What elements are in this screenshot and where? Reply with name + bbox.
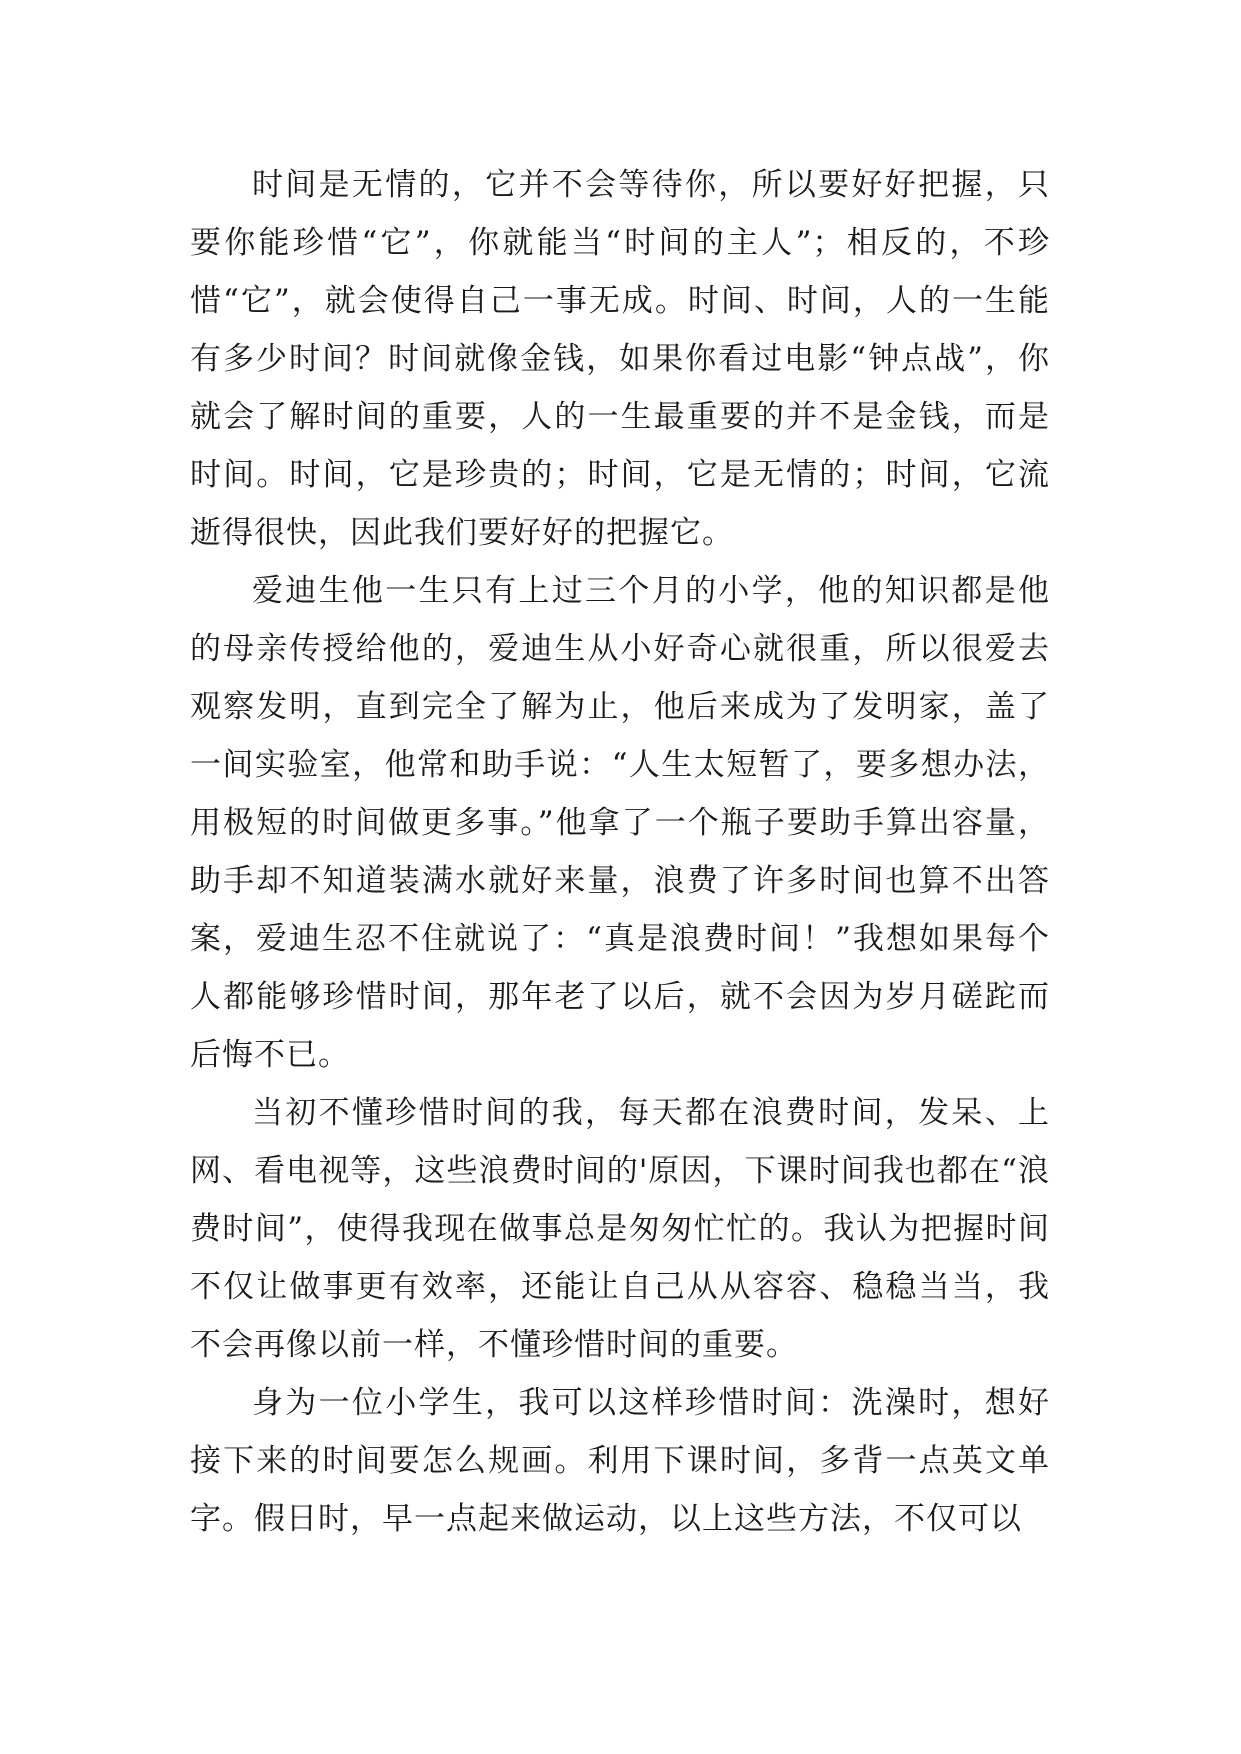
- paragraph-3: 当初不懂珍惜时间的我，每天都在浪费时间，发呆、上网、看电视等，这些浪费时间的'原因，下课时间我也都在“浪费时间”，使得我现在做事总是匆匆忙忙的。我认为把握时间不仅让做事更有效率，还能让自己从从容容、稳稳当当，我不会再像以前一样，不懂珍惜时间的重要。: [190, 1095, 1050, 1363]
- paragraph-1: 时间是无情的，它并不会等待你，所以要好好把握，只要你能珍惜“它”，你就能当“时间的主人”；相反的，不珍惜“它”，就会使得自己一事无成。时间、时间，人的一生能有多少时间？时间就像金钱，如果你看过电影“钟点战”，你就会了解时间的重要，人的一生最重要的并不是金钱，而是时间。时间，它是珍贵的；时间，它是无情的；时间，它流逝得很快，因此我们要好好的把握它。: [190, 167, 1050, 551]
- paragraph-4: 身为一位小学生，我可以这样珍惜时间：洗澡时，想好接下来的时间要怎么规画。利用下课时间，多背一点英文单字。假日时，早一点起来做运动，以上这些方法，不仅可以: [190, 1385, 1050, 1537]
- document-body: [190, 156, 1050, 1548]
- paragraph-2: 爱迪生他一生只有上过三个月的小学，他的知识都是他的母亲传授给他的，爱迪生从小好奇心就很重，所以很爱去观察发明，直到完全了解为止，他后来成为了发明家，盖了一间实验室，他常和助手说：“人生太短暂了，要多想办法，用极短的时间做更多事。”他拿了一个瓶子要助手算出容量，助手却不知道装满水就好来量，浪费了许多时间也算不出答案，爱迪生忍不住就说了：“真是浪费时间！”我想如果每个人都能够珍惜时间，那年老了以后，就不会因为岁月磋跎而后悔不已。: [190, 573, 1050, 1073]
